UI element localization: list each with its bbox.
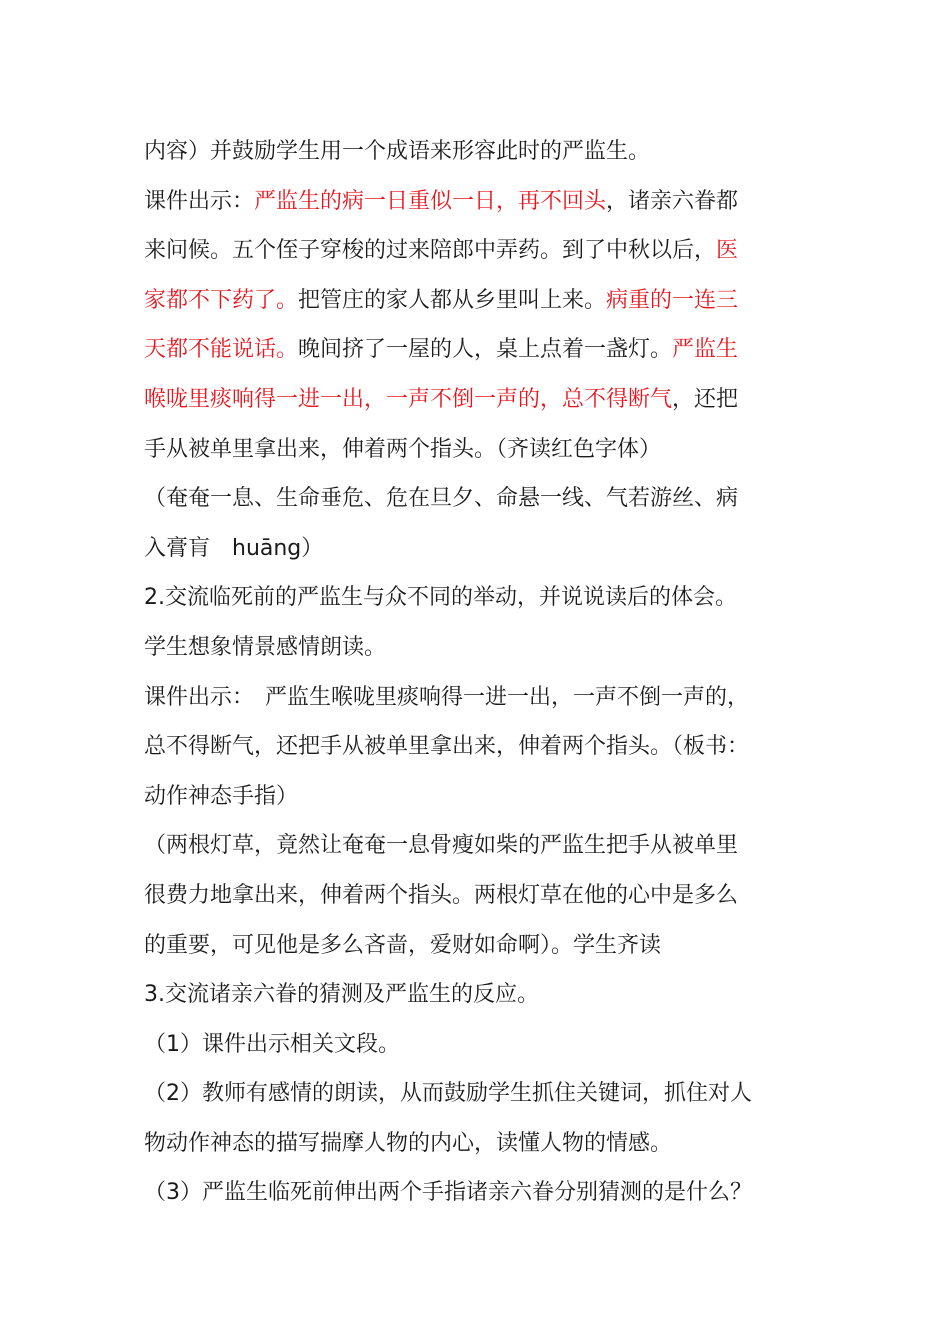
body-text: 内容）并鼓励学生用一个成语来形容此时的严监生。 [144,139,651,164]
body-text: （奄奄一息、生命垂危、危在旦夕、命悬一线、气若游丝、病 [144,486,739,512]
text-line [144,921,834,971]
body-text: 动作神态手指） [144,783,299,809]
text-line [144,425,834,475]
body-text: 手从被单里拿出来，伸着两个指头。（齐读红色字体） [144,436,662,462]
body-text: （1）课件出示相关文段。 [144,1031,400,1057]
text-line [144,1069,834,1119]
body-text: （3）严监生临死前伸出两个手指诸亲六眷分别猜测的是什么？ [144,1180,752,1206]
body-text: 的重要，可见他是多么吝啬，爱财如命啊）。学生齐读 [144,932,662,958]
text-line [144,276,834,326]
text-line [144,623,834,673]
text-line [144,375,834,425]
text-line [144,325,834,375]
text-line [144,474,834,524]
body-text: 2.交流临死前的严监生与众不同的举动，并说说读后的体会。 [144,585,737,611]
text-line [144,524,834,574]
text-line [144,722,834,772]
text-line [144,673,834,723]
highlighted-text: 天都不能说话。 [144,337,299,363]
body-text: 入膏肓 huāng） [144,535,324,561]
highlighted-text: 医 [716,238,739,264]
body-text: 总不得断气，还把手从被单里拿出来，伸着两个指头。（板书： [144,734,750,760]
text-line [144,772,834,822]
body-text: 学生想象情景感情朗读。 [144,634,387,660]
body-text: ，还把 [672,386,739,412]
body-text: 把管庄的家人都从乡里叫上来。 [298,287,607,313]
text-line [144,226,834,276]
highlighted-text: 严监生的病一日重似一日，再不回头 [254,188,607,214]
text-line [144,1119,834,1169]
text-line [144,127,834,177]
text-line [144,1168,834,1218]
highlighted-text: 严监生 [672,337,739,363]
body-text: 来问候。五个侄子穿梭的过来陪郎中弄药。到了中秋以后， [144,238,717,264]
text-line [144,970,834,1020]
text-line [144,1020,834,1070]
highlighted-text: 家都不下药了。 [144,287,299,313]
highlighted-text: 喉咙里痰响得一进一出，一声不倒一声的，总不得断气 [144,386,673,412]
body-text: （2）教师有感情的朗读，从而鼓励学生抓住关键词，抓住对人 [144,1081,752,1107]
text-line [144,573,834,623]
text-line [144,177,834,227]
body-text: 晚间挤了一屋的人，桌上点着一盏灯。 [298,337,673,363]
body-text: 物动作神态的描写揣摩人物的内心，读懂人物的情感。 [144,1130,673,1156]
body-text: ，诸亲六眷都 [606,188,739,214]
highlighted-text: 病重的一连三 [606,287,739,313]
body-text: 课件出示： [144,188,255,214]
text-line [144,821,834,871]
body-text: （两根灯草，竟然让奄奄一息骨瘦如柴的严监生把手从被单里 [144,833,739,859]
text-line [144,871,834,921]
body-text: 3.交流诸亲六眷的猜测及严监生的反应。 [144,982,539,1008]
body-text: 很费力地拿出来，伸着两个指头。两根灯草在他的心中是多么 [144,882,739,908]
body-text: 课件出示： 严监生喉咙里痰响得一进一出，一声不倒一声的， [144,684,750,710]
document-body [144,127,834,1218]
